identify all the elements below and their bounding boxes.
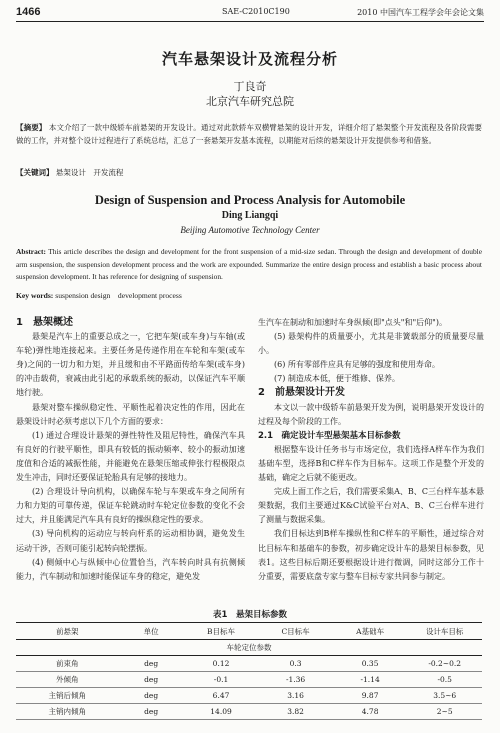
author-zh: 丁良奇 <box>233 80 267 93</box>
abstract-en-label: Abstract: <box>16 247 46 256</box>
table-row <box>16 688 482 704</box>
table-cell: 6.47 <box>184 688 259 704</box>
table-group-label: 车轮定位参数 <box>16 640 482 656</box>
table-cell: 前束角 <box>16 656 119 672</box>
table-cell: 2~5 <box>407 704 482 720</box>
table-cell: 4.78 <box>333 704 408 720</box>
body-paragraph: 我们目标达到B样车操纵性和C样车的平顺性，通过综合对比目标车和基础车的参数，初步确定设计车的悬架目标参数，见表1。这些目标后期还要根据设计进行微调，同时这部分工作十分重要，需要底盘专家与整车目标专家共同参与制定。 <box>258 529 484 581</box>
paper-title-zh: 汽车悬架设计及流程分析 <box>161 50 338 68</box>
section-1-heading: 1 悬架概述 <box>16 317 73 328</box>
paper-title-en: Design of Suspension and Process Analysis for Automobile <box>94 193 406 207</box>
table-header-cell: 前悬架 <box>16 623 119 640</box>
table-cell: deg <box>119 672 184 688</box>
table-cell: -1.36 <box>258 672 333 688</box>
keywords-zh <box>16 167 482 178</box>
table-group-row <box>16 640 482 656</box>
table-cell: deg <box>119 704 184 720</box>
affiliation-en: Beijing Automotive Technology Center <box>180 225 320 235</box>
table-cell: 9.87 <box>333 688 408 704</box>
body-paragraph: (7) 制造成本低，便于维修、保养。 <box>274 374 400 384</box>
left-column <box>16 316 245 584</box>
table-caption: 表1 悬架目标参数 <box>213 610 287 620</box>
table-row <box>16 672 482 688</box>
table-cell: 0.35 <box>333 656 408 672</box>
page-number: 1466 <box>16 6 41 18</box>
right-column <box>258 316 484 584</box>
abstract-en <box>16 246 482 284</box>
body-paragraph: (4) 侧倾中心与纵倾中心位置恰当，汽车转向时具有抗侧倾能力，汽车制动和加速时能保证车身的稳定，避免发 <box>16 557 245 581</box>
keywords-en-label: Key words: <box>16 291 54 300</box>
keywords-en-text: suspension design development process <box>55 291 182 300</box>
suspension-target-table <box>16 622 482 720</box>
body-paragraph: 生汽车在制动和加速时车身纵倾(即"点头"和"后仰")。 <box>258 318 447 327</box>
table-cell: -1.14 <box>333 672 408 688</box>
body-paragraph: 悬架是汽车上的重要总成之一，它把车架(或车身)与车轴(或车轮)弹性地连接起来。主要任务是传递作用在车轮和车架(或车身)之间的一切力和力矩，并且缓和由不平路面传给车架(或车身)的冲击载荷，衰减由此引起的承载系统的振动，以保证汽车平顺地行驶。 <box>16 332 245 398</box>
body-paragraph: (5) 悬架构件的质量要小，尤其是非簧载部分的质量要尽量小。 <box>258 332 484 356</box>
conference-name: 2010 中国汽车工程学会年会论文集 <box>357 8 484 17</box>
table-cell: 0.3 <box>258 656 333 672</box>
section-2-heading: 2 前悬架设计开发 <box>258 387 345 399</box>
affiliation-zh: 北京汽车研究总院 <box>206 95 294 108</box>
table-header-cell: 设计车目标 <box>407 623 482 640</box>
body-paragraph: 本文以一款中级轿车前悬架开发为例，说明悬架开发设计的过程及每个阶段的工作。 <box>258 402 484 426</box>
table-cell: deg <box>119 656 184 672</box>
abstract-zh <box>16 121 482 147</box>
body-paragraph: (3) 导向机构的运动应与转向杆系的运动相协调，避免发生运动干涉，否则可能引起转向轮摆振。 <box>16 529 245 553</box>
table-header-cell: A基础车 <box>333 623 408 640</box>
author-en: Ding Liangqi <box>221 210 279 221</box>
header-rule <box>16 21 484 22</box>
body-paragraph: (2) 合理设计导向机构，以确保车轮与车架或车身之间所有力和力矩的可靠传递，保证车轮跳动时车轮定位参数的变化不会过大，并且能满足汽车具有良好的操纵稳定性的要求。 <box>16 487 245 525</box>
body-paragraph: (6) 所有零部件应具有足够的强度和使用寿命。 <box>274 360 440 370</box>
table-row <box>16 656 482 672</box>
body-paragraph: (1) 通过合理设计悬架的弹性特性及阻尼特性，确保汽车具有良好的行驶平顺性，即具有较低的振动频率、较小的振动加速度值和合适的减振性能，并能避免在悬架压缩或伸张行程极限点发生冲击，同时还要保证轮胎具有足够的接地力。 <box>16 430 245 483</box>
keywords-zh-text: 悬架设计 开发流程 <box>55 168 124 177</box>
body-paragraph: 完成上面工作之后，我们需要采集A、B、C三台样车基本悬架数据，我们主要通过K&C试验平台对A、B、C三台样车进行了测量与数据采集。 <box>258 487 484 525</box>
keywords-en <box>16 290 482 301</box>
body-paragraph: 根据整车设计任务书与市场定位，我们选择A样车作为我们基础车型，选择B和C样车作为目标车。这项工作是整个开发的基础，确定之后就不能更改。 <box>258 444 484 483</box>
table-header-cell: 单位 <box>119 623 184 640</box>
table-cell: -0.2~0.2 <box>407 656 482 672</box>
paper-code: SAE-C2010C190 <box>222 7 290 16</box>
body-paragraph: 悬架对整车操纵稳定性、平顺性起着决定性的作用，因此在悬架设计时必须考虑以下几个方面的要求： <box>16 402 245 426</box>
abstract-en-text: This article describes the design and development for the front suspension of a mid-size sedan. Through the design and development of double arm suspension, the suspension development process and the work are expounded. Summarize the entire design process and establish a basic process about suspension development. It has reference for designing of suspension. <box>16 247 482 281</box>
table-cell: 外倾角 <box>16 672 119 688</box>
table-row <box>16 704 482 720</box>
keywords-zh-label: 【关键词】 <box>16 168 54 177</box>
table-cell: 14.09 <box>184 704 259 720</box>
table-cell: 3.16 <box>258 688 333 704</box>
table-header-cell: B目标车 <box>184 623 259 640</box>
subsection-2-1-heading: 2.1 确定设计车型悬架基本目标参数 <box>258 430 401 441</box>
table-cell: deg <box>119 688 184 704</box>
abstract-zh-text: 本文介绍了一款中级轿车前悬架的开发设计。通过对此款轿车双横臂悬架的设计开发，详细介绍了悬架整个开发流程及各阶段需要做的工作，并对整个设计过程进行了系统总结，汇总了一套悬架开发基本流程，以期能对后续的悬架设计开发提供参考和借鉴。 <box>16 123 482 145</box>
table-header-cell: C目标车 <box>258 623 333 640</box>
abstract-zh-label: 【摘要】 <box>16 123 47 132</box>
table-cell: 主销内倾角 <box>16 704 119 720</box>
table-cell: 3.82 <box>258 704 333 720</box>
running-header <box>16 6 484 20</box>
table-cell: -0.5 <box>407 672 482 688</box>
table-header-row <box>16 623 482 640</box>
table-cell: 主销后倾角 <box>16 688 119 704</box>
table-cell: 3.5~6 <box>407 688 482 704</box>
table-cell: -0.1 <box>184 672 259 688</box>
table-cell: 0.12 <box>184 656 259 672</box>
